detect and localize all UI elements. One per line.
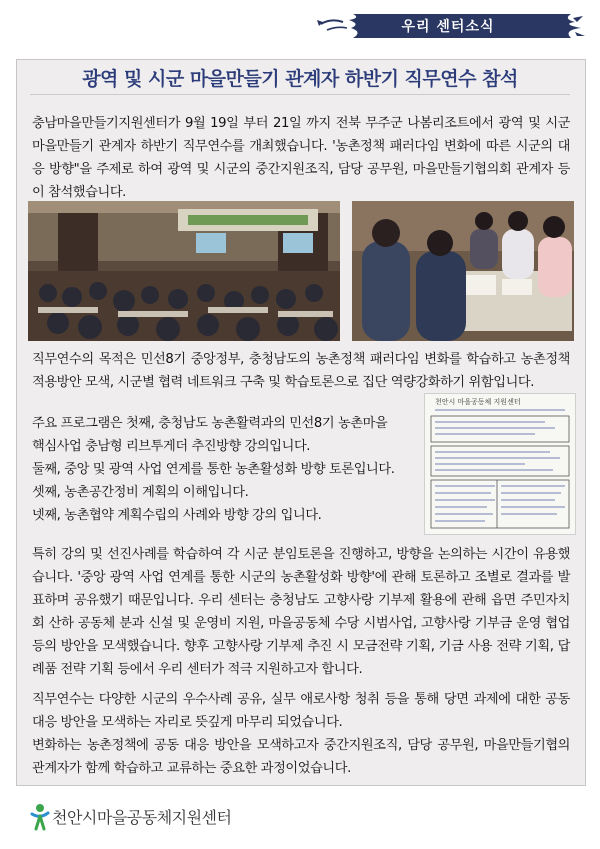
org-name: 천안시마을공동체지원센터 <box>52 808 232 827</box>
note-heading: 천안시 마을공동체 지원센터 <box>435 398 521 406</box>
program-list <box>32 412 422 527</box>
section-label: 우리 센터소식 <box>401 19 495 35</box>
purpose-paragraph: 직무연수의 목적은 민선8기 중앙정부, 충청남도의 농촌정책 패러다임 변화를 학습하고 농촌정책 적용방안 모색, 시군별 협력 네트워크 구축 및 학습토론으로 집단 역량강화하기 위함입니다. <box>32 352 570 390</box>
program-line: 주요 프로그램은 첫째, 충청남도 농촌활력과의 민선8기 농촌마을 <box>32 416 388 431</box>
program-line: 셋째, 농촌공간정비 계획의 이해입니다. <box>32 485 249 500</box>
section-ribbon <box>313 10 585 42</box>
closing-paragraph-2: 변화하는 농촌정책에 공동 대응 방안을 모색하고자 중간지원조직, 담당 공무원, 마을만들기협의 관계자가 함께 학습하고 교류하는 중요한 과정이었습니다. <box>32 738 570 776</box>
title-bar <box>30 60 570 95</box>
article-title: 광역 및 시군 마을만들기 관계자 하반기 직무연수 참석 <box>82 68 518 90</box>
intro-paragraph: 충남마을만들기지원센터가 9월 19일 부터 21일 까지 전북 무주군 나봄리조트에서 광역 및 시군 마을만들기 관계자 하반기 직무연수를 개최했습니다. '농촌정책 패러다임 변화에 따른 시군의 대응 방향"을 주제로 하여 광역 및 시군의 중간지원조직, 담당 공무원, 마을만들기협의회 관계자 등이 참석했습니다. <box>32 116 570 200</box>
conference-hall-photo <box>28 201 340 341</box>
program-line: 핵심사업 충남형 리브투게더 추진방향 강의입니다. <box>32 439 311 454</box>
details-paragraph: 특히 강의 및 선진사례를 학습하여 각 시군 분임토론을 진행하고, 방향을 논의하는 시간이 유용했습니다. '중앙 광역 사업 연계를 통한 시군의 농촌활성화 방향'에 관해 토론하고 조별로 결과를 발표하며 공유했기 때문입니다. 우리 센터는 충청남도 고향사랑 기부제 활용에 관해 읍면 주민자치회 산하 공동체 분과 신설 및 운영비 지원, 마을공동체 수당 시범사업, 고향사랑 기부금 운영 협업 등의 방안을 모색했습니다. 향후 고향사랑 기부제 추진 시 모금전략 기획, 기금 사용 전략 기획, 답례품 전략 기획 등에서 우리 센터가 적극 지원하고자 합니다. <box>32 547 570 677</box>
closing-paragraph-1: 직무연수는 다양한 시군의 우수사례 공유, 실무 애로사항 청취 등을 통해 당면 과제에 대한 공동 대응 방안을 모색하는 자리로 뜻깊게 마무리 되었습니다. <box>32 692 570 730</box>
org-logo <box>30 803 330 831</box>
group-discussion-photo <box>352 201 574 341</box>
program-line: 둘째, 중앙 및 광역 사업 연계를 통한 농촌활성화 방향 토론입니다. <box>32 462 395 477</box>
person-logo-icon <box>30 803 50 831</box>
discussion-notes-photo <box>424 393 576 535</box>
program-line: 넷째, 농촌협약 계획수립의 사례와 방향 강의 입니다. <box>32 508 322 523</box>
